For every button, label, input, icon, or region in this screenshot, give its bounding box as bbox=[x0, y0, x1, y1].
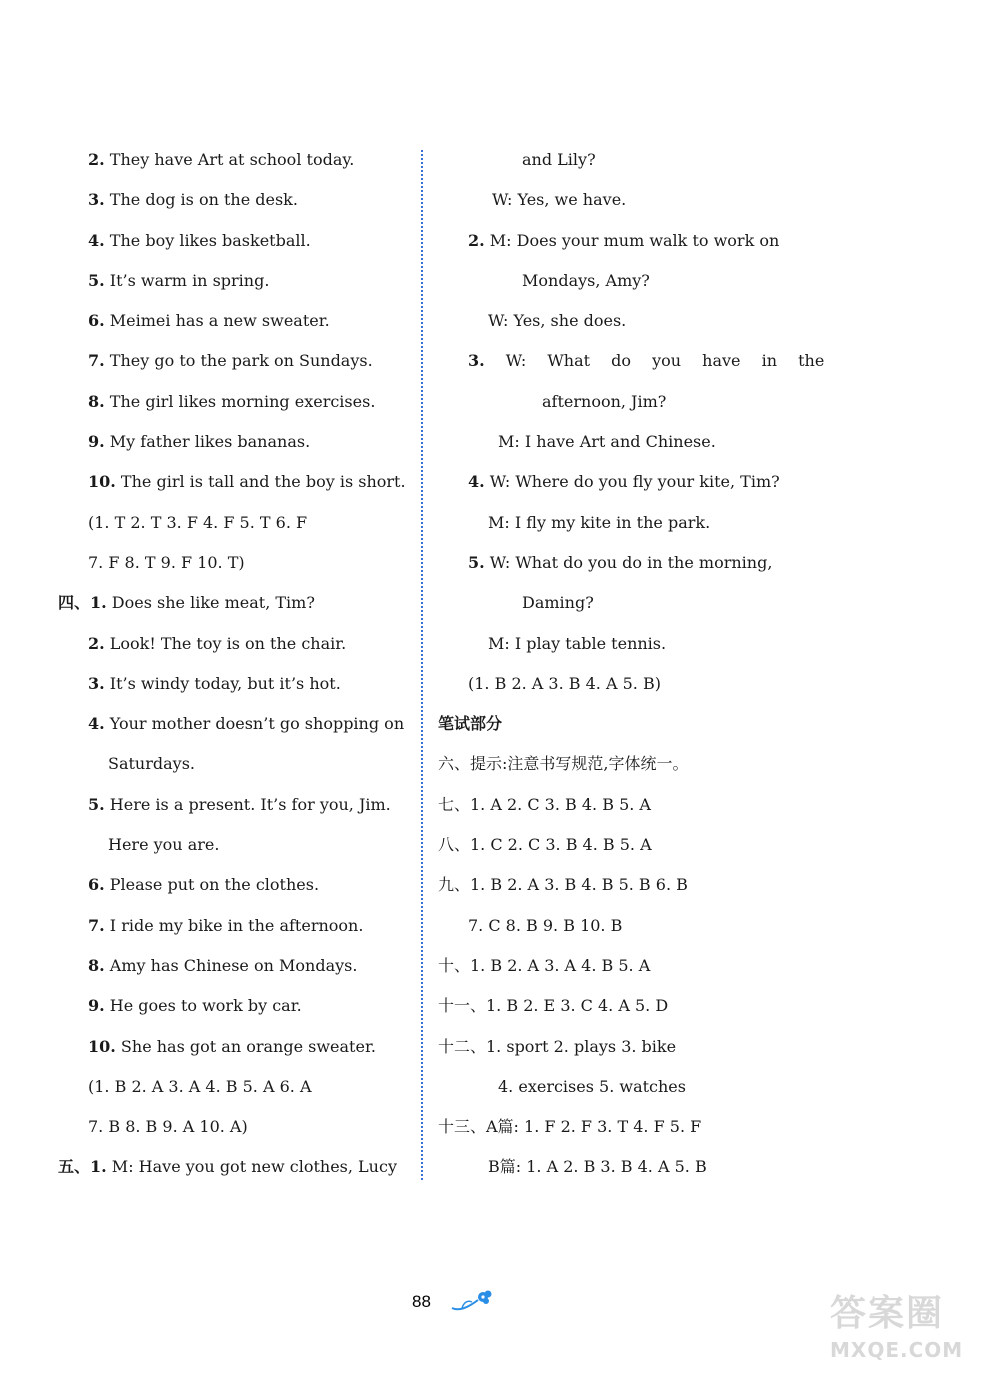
answer-line: 9. He goes to work by car. bbox=[88, 996, 302, 1016]
page-number: 88 bbox=[412, 1292, 431, 1311]
answer-line: 3. W: What do you have in the bbox=[468, 351, 825, 371]
dialogue-line: M: I have Art and Chinese. bbox=[498, 432, 716, 452]
section-line: 九、1. B 2. A 3. B 4. B 5. B 6. B bbox=[438, 875, 688, 895]
answer-continuation: Here you are. bbox=[108, 835, 220, 855]
answer-line: 4. Your mother doesn’t go shopping on bbox=[88, 714, 405, 734]
answer-line: 8. Amy has Chinese on Mondays. bbox=[88, 955, 358, 975]
answer-line: 3. The dog is on the desk. bbox=[88, 190, 298, 210]
answer-line: 5. W: What do you do in the morning, bbox=[468, 552, 773, 572]
answer-line: 2. They have Art at school today. bbox=[88, 150, 355, 169]
answer-line: 6. Meimei has a new sweater. bbox=[88, 311, 330, 331]
answer-key-line: 7. F 8. T 9. F 10. T) bbox=[88, 552, 245, 572]
dialogue-line: M: I fly my kite in the park. bbox=[488, 512, 711, 532]
answer-key-line: (1. B 2. A 3. A 4. B 5. A 6. A bbox=[88, 1076, 312, 1096]
answer-line: 2. M: Does your mum walk to work on bbox=[468, 230, 780, 250]
section-line: 十三、A篇: 1. F 2. F 3. T 4. F 5. F bbox=[438, 1117, 702, 1137]
section-line: 十、1. B 2. A 3. A 4. B 5. A bbox=[438, 955, 651, 975]
section-line: 八、1. C 2. C 3. B 4. B 5. A bbox=[438, 835, 652, 855]
dialogue-line: W: Yes, we have. bbox=[492, 190, 627, 210]
section-line: 十一、1. B 2. E 3. C 4. A 5. D bbox=[438, 996, 669, 1016]
watermark bbox=[830, 1292, 980, 1372]
dialogue-line: M: I play table tennis. bbox=[488, 633, 667, 653]
answer-line: 7. I ride my bike in the afternoon. bbox=[88, 915, 364, 935]
watermark-logo-text: 答案圈 bbox=[830, 1293, 945, 1334]
section-line: 六、提示:注意书写规范,字体统一。 bbox=[438, 754, 689, 774]
answer-key-line: (1. T 2. T 3. F 4. F 5. T 6. F bbox=[88, 512, 308, 532]
answer-line: 3. It’s windy today, but it’s hot. bbox=[88, 673, 341, 693]
right-column bbox=[438, 140, 825, 1188]
section-line: 十二、1. sport 2. plays 3. bike bbox=[438, 1036, 677, 1056]
answer-line: 5. Here is a present. It’s for you, Jim. bbox=[88, 794, 391, 814]
answer-key-line: (1. B 2. A 3. B 4. A 5. B) bbox=[468, 673, 661, 693]
answer-continuation: Daming? bbox=[522, 593, 594, 613]
answer-continuation: 4. exercises 5. watches bbox=[498, 1076, 686, 1096]
answer-line: 2. Look! The toy is on the chair. bbox=[88, 633, 347, 653]
answer-line: 7. They go to the park on Sundays. bbox=[88, 351, 373, 371]
answer-line: 4. W: Where do you fly your kite, Tim? bbox=[468, 472, 780, 492]
answer-continuation: Mondays, Amy? bbox=[522, 270, 650, 290]
section-line: 五、1. M: Have you got new clothes, Lucy bbox=[58, 1157, 397, 1177]
left-column bbox=[58, 140, 413, 1188]
answer-continuation: and Lily? bbox=[522, 150, 596, 169]
answer-line: 6. Please put on the clothes. bbox=[88, 875, 320, 895]
section-line: 四、1. Does she like meat, Tim? bbox=[58, 593, 315, 613]
dialogue-line: W: Yes, she does. bbox=[488, 311, 627, 331]
answer-key-line: 7. C 8. B 9. B 10. B bbox=[468, 915, 623, 935]
answer-line: 10. The girl is tall and the boy is short. bbox=[88, 472, 406, 492]
blue-flower-ornament-icon bbox=[450, 1288, 494, 1318]
column-divider bbox=[421, 150, 423, 1180]
answer-continuation: B篇: 1. A 2. B 3. B 4. A 5. B bbox=[488, 1157, 707, 1177]
section-heading: 笔试部分 bbox=[438, 714, 503, 734]
section-line: 七、1. A 2. C 3. B 4. B 5. A bbox=[438, 794, 651, 814]
answer-line: 4. The boy likes basketball. bbox=[88, 230, 311, 250]
watermark-url: MXQE.COM bbox=[830, 1338, 964, 1362]
answer-line: 9. My father likes bananas. bbox=[88, 432, 311, 452]
answer-line: 8. The girl likes morning exercises. bbox=[88, 391, 376, 411]
answer-line: 5. It’s warm in spring. bbox=[88, 270, 270, 290]
answer-continuation: afternoon, Jim? bbox=[542, 391, 667, 411]
answer-key-line: 7. B 8. B 9. A 10. A) bbox=[88, 1117, 248, 1137]
answer-continuation: Saturdays. bbox=[108, 754, 195, 774]
answer-line: 10. She has got an orange sweater. bbox=[88, 1036, 376, 1056]
